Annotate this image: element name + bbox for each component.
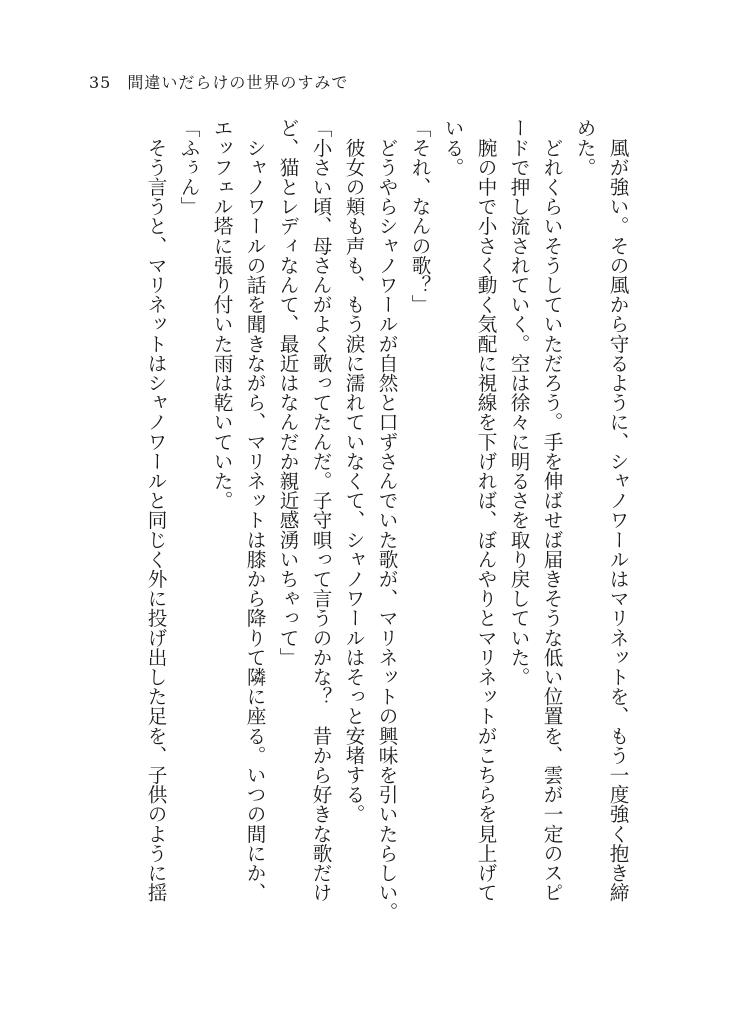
text-column: 「ふぅん」	[177, 118, 200, 216]
text-column: ードで押し流されていく。空は徐々に明るさを取り戻していた。	[507, 118, 530, 687]
text-column: そう言うと、マリネットはシャノワールと同じく外に投げ出した足を、子供のように揺	[144, 118, 167, 902]
chapter-title: 間違いだらけの世界のすみで	[127, 73, 349, 92]
text-column: ど、猫とレディなんて、最近はなんだか親近感湧いちゃって」	[276, 118, 299, 667]
vertical-body-text	[139, 118, 634, 978]
text-column: 「小さい頃、母さんがよく歌ってたんだ。子守唄って言うのかな？ 昔から好きな歌だけ	[309, 118, 332, 902]
text-column: めた。	[573, 118, 596, 177]
text-column: 「それ、なんの歌？」	[408, 118, 431, 314]
text-column: どうやらシャノワールが自然と口ずさんでいた歌が、マリネットの興味を引いたらしい。	[375, 118, 398, 922]
text-column: 風が強い。その風から守るように、シャノワールはマリネットを、もう一度強く抱き締	[606, 118, 629, 902]
text-column: いる。	[441, 118, 464, 177]
page-number: 35	[89, 73, 112, 92]
text-column: エッフェル塔に張り付いた雨は乾いていた。	[210, 118, 233, 510]
text-column: シャノワールの話を聞きながら、マリネットは膝から降りて隣に座る。いつの間にか、	[243, 118, 266, 902]
text-column: 腕の中で小さく動く気配に視線を下げれば、ぼんやりとマリネットがこちらを見上げて	[474, 118, 497, 902]
running-header	[89, 70, 348, 93]
text-column: 彼女の頬も声も、もう涙に濡れていなくて、シャノワールはそっと安堵する。	[342, 118, 365, 824]
text-column: どれくらいそうしていただろう。手を伸ばせば届きそうな低い位置を、雲が一定のスピ	[540, 118, 563, 902]
